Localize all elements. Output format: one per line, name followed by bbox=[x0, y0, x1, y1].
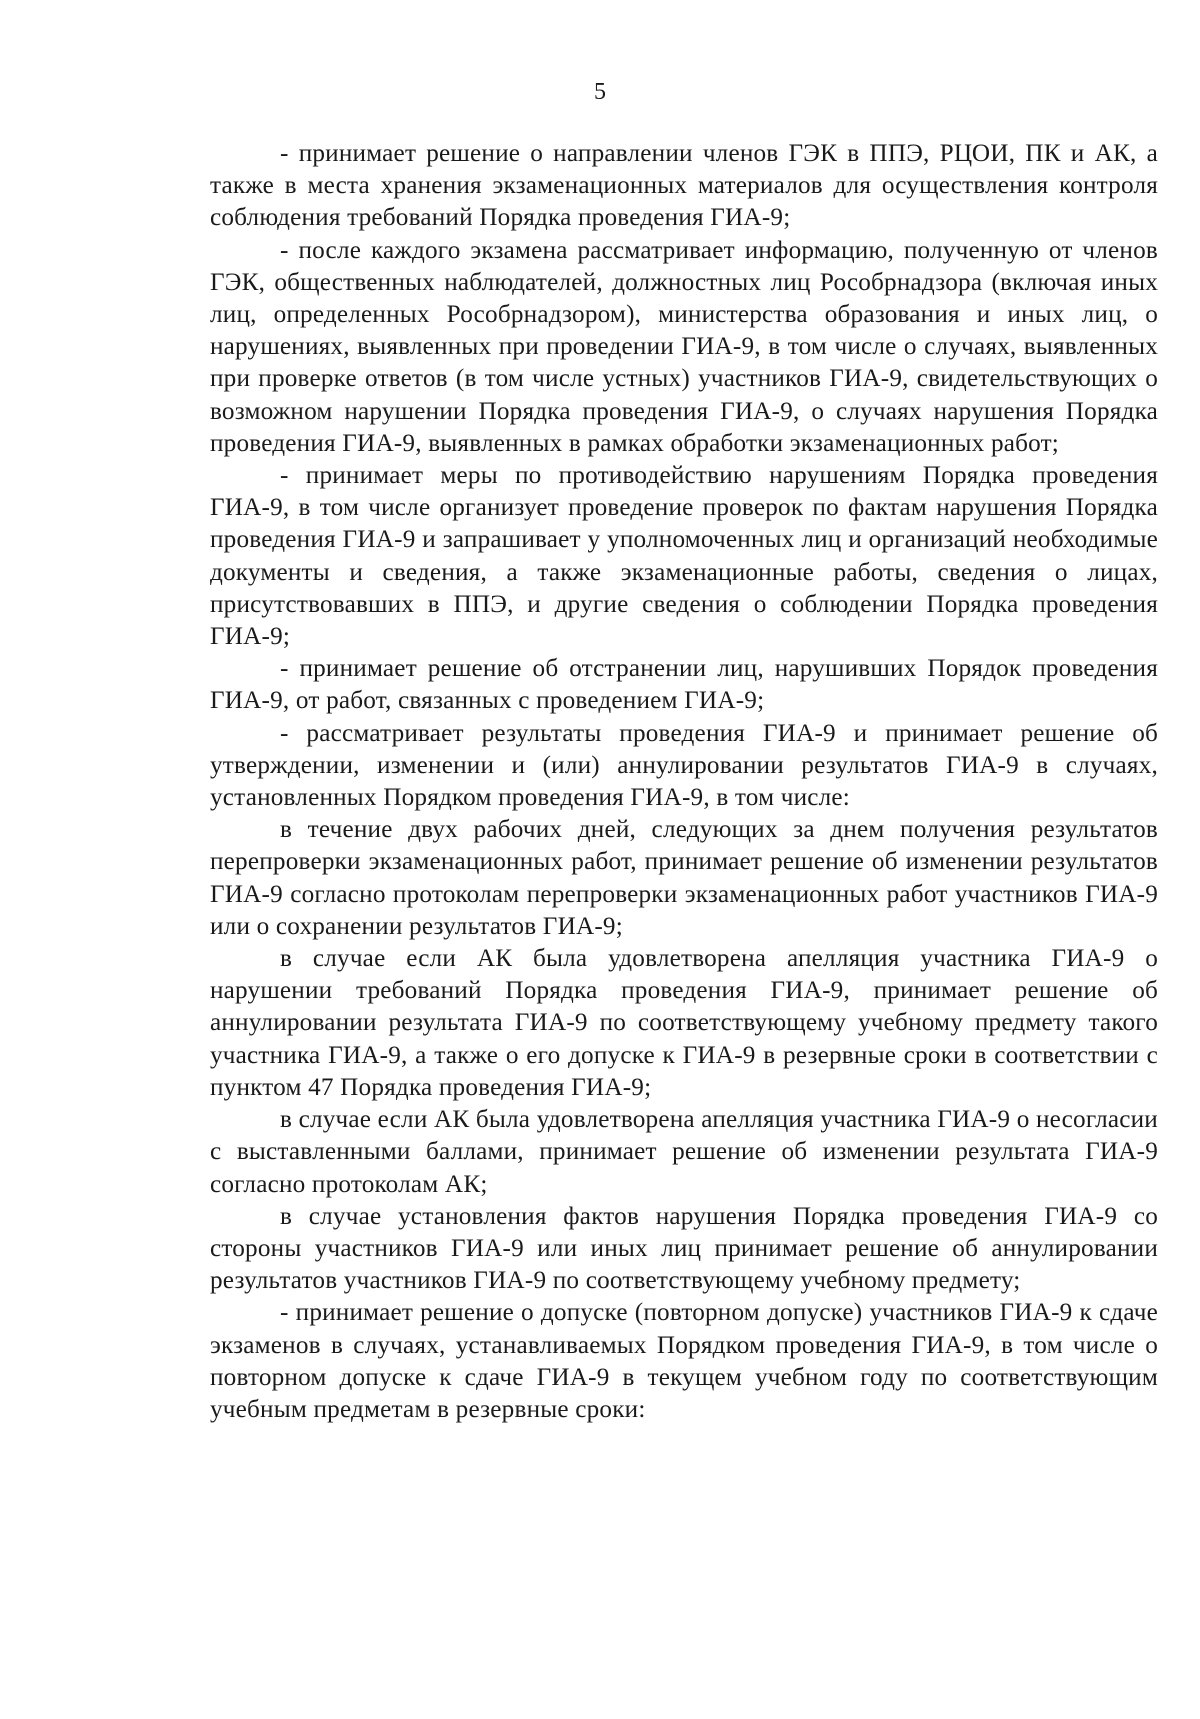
paragraph-removal-of-persons: - принимает решение об отстранении лиц, нарушивших Порядок проведения ГИА-9, от работ, связанных с проведением ГИА-9; bbox=[210, 655, 1158, 715]
paragraph-recheck-results: в течение двух рабочих дней, следующих за днем получения результатов перепроверки экзаменационных работ, принимает решение об изменении результатов ГИА-9 согласно протоколам перепроверки экзаменационных работ участников ГИА-9 или о сохранении результатов ГИА-9; bbox=[210, 816, 1158, 940]
paragraph-gek-members-direction: - принимает решение о направлении членов ГЭК в ППЭ, РЦОИ, ПК и АК, а также в места хранения экзаменационных материалов для осуществления контроля соблюдения требований Порядка проведения ГИА-9; bbox=[210, 140, 1158, 232]
paragraph-appeal-procedure-violation: в случае если АК была удовлетворена апелляция участника ГИА-9 о нарушении требований Порядка проведения ГИА-9, принимает решение об аннулировании результата ГИА-9 по соответствующему учебному предмету такого участника ГИА-9, а также о его допуске к ГИА-9 в резервные сроки в соответствии с пунктом 47 Порядка проведения ГИА-9; bbox=[210, 945, 1158, 1101]
paragraph-repeat-admission: - принимает решение о допуске (повторном допуске) участников ГИА-9 к сдаче экзаменов в случаях, устанавливаемых Порядком проведения ГИА-9, в том числе о повторном допуске к сдаче ГИА-9 в текущем учебном году по соответствующим учебным предметам в резервные сроки: bbox=[210, 1299, 1158, 1423]
page-number: 5 bbox=[594, 79, 606, 105]
paragraph-violation-information-review: - после каждого экзамена рассматривает информацию, полученную от членов ГЭК, общественных наблюдателей, должностных лиц Рособрнадзора (включая иных лиц, определенных Рособрнадзором), министерства образования и иных лиц, о нарушениях, выявленных при проведении ГИА-9, в том числе о случаях, выявленных при проверке ответов (в том числе устных) участников ГИА-9, свидетельствующих о возможном нарушении Порядка проведения ГИА-9, о случаях нарушения Порядка проведения ГИА-9, выявленных в рамках обработки экзаменационных работ; bbox=[210, 236, 1158, 457]
paragraph-results-review: - рассматривает результаты проведения ГИА-9 и принимает решение об утверждении, изменении и (или) аннулировании результатов ГИА-9 в случаях, установленных Порядком проведения ГИА-9, в том числе: bbox=[210, 719, 1158, 812]
document-body bbox=[210, 138, 1158, 1426]
paragraph-violation-annulment: в случае установления фактов нарушения Порядка проведения ГИА-9 со стороны участников ГИА-9 или иных лиц принимает решение об аннулировании результатов участников ГИА-9 по соответствующему учебному предмету; bbox=[210, 1202, 1158, 1295]
paragraph-appeal-score-disagreement: в случае если АК была удовлетворена апелляция участника ГИА-9 о несогласии с выставленными баллами, принимает решение об изменении результата ГИА-9 согласно протоколам АК; bbox=[210, 1106, 1158, 1198]
paragraph-counteraction-measures: - принимает меры по противодействию нарушениям Порядка проведения ГИА-9, в том числе организует проведение проверок по фактам нарушения Порядка проведения ГИА-9 и запрашивает у уполномоченных лиц и организаций необходимые документы и сведения, а также экзаменационные работы, сведения о лицах, присутствовавших в ППЭ, и другие сведения о соблюдении Порядка проведения ГИА-9; bbox=[210, 462, 1158, 651]
